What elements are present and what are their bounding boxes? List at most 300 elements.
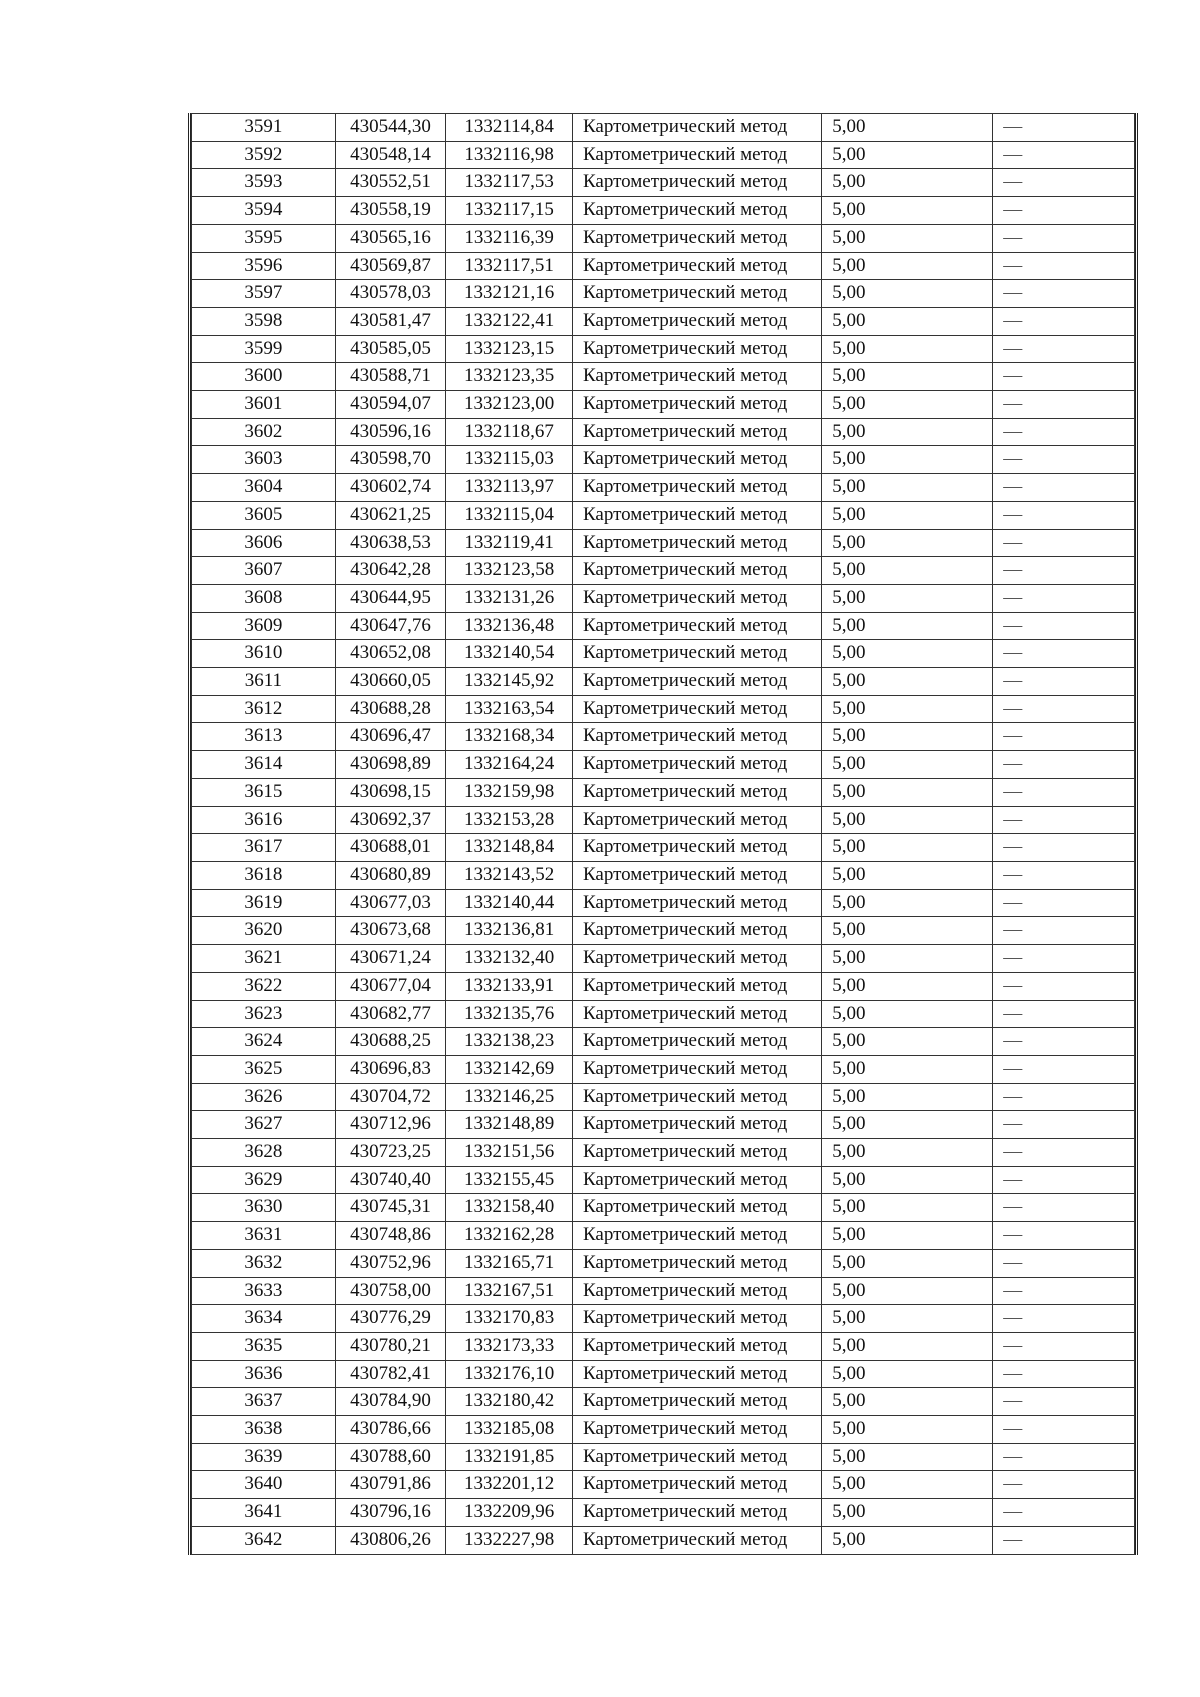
coordinates-table-frame xyxy=(188,113,1138,1555)
table-row xyxy=(192,861,1135,889)
table-row xyxy=(192,1526,1135,1554)
point-number-cell: 3605 xyxy=(192,501,336,529)
accuracy-cell: 5,00 xyxy=(822,224,993,252)
method-cell: Картометрический метод xyxy=(572,584,821,612)
note-cell: — xyxy=(993,335,1135,363)
accuracy-cell: 5,00 xyxy=(822,1000,993,1028)
y-coordinate-cell: 1332117,15 xyxy=(446,197,573,225)
point-number-cell: 3632 xyxy=(192,1249,336,1277)
note-cell: — xyxy=(993,640,1135,668)
note-cell: — xyxy=(993,252,1135,280)
note-cell: — xyxy=(993,806,1135,834)
table-row xyxy=(192,1332,1135,1360)
y-coordinate-cell: 1332115,04 xyxy=(446,501,573,529)
x-coordinate-cell: 430594,07 xyxy=(335,391,446,419)
accuracy-cell: 5,00 xyxy=(822,363,993,391)
point-number-cell: 3598 xyxy=(192,307,336,335)
point-number-cell: 3614 xyxy=(192,751,336,779)
table-row xyxy=(192,252,1135,280)
table-row xyxy=(192,280,1135,308)
y-coordinate-cell: 1332117,53 xyxy=(446,169,573,197)
table-row xyxy=(192,806,1135,834)
x-coordinate-cell: 430791,86 xyxy=(335,1471,446,1499)
method-cell: Картометрический метод xyxy=(572,945,821,973)
table-row xyxy=(192,418,1135,446)
note-cell: — xyxy=(993,917,1135,945)
table-row xyxy=(192,1388,1135,1416)
x-coordinate-cell: 430723,25 xyxy=(335,1139,446,1167)
accuracy-cell: 5,00 xyxy=(822,1332,993,1360)
y-coordinate-cell: 1332138,23 xyxy=(446,1028,573,1056)
x-coordinate-cell: 430644,95 xyxy=(335,584,446,612)
point-number-cell: 3623 xyxy=(192,1000,336,1028)
note-cell: — xyxy=(993,945,1135,973)
method-cell: Картометрический метод xyxy=(572,280,821,308)
x-coordinate-cell: 430642,28 xyxy=(335,557,446,585)
table-row xyxy=(192,668,1135,696)
point-number-cell: 3628 xyxy=(192,1139,336,1167)
point-number-cell: 3642 xyxy=(192,1526,336,1554)
note-cell: — xyxy=(993,834,1135,862)
x-coordinate-cell: 430796,16 xyxy=(335,1499,446,1527)
note-cell: — xyxy=(993,363,1135,391)
point-number-cell: 3606 xyxy=(192,529,336,557)
x-coordinate-cell: 430569,87 xyxy=(335,252,446,280)
method-cell: Картометрический метод xyxy=(572,391,821,419)
method-cell: Картометрический метод xyxy=(572,114,821,142)
accuracy-cell: 5,00 xyxy=(822,169,993,197)
x-coordinate-cell: 430745,31 xyxy=(335,1194,446,1222)
accuracy-cell: 5,00 xyxy=(822,141,993,169)
accuracy-cell: 5,00 xyxy=(822,1360,993,1388)
method-cell: Картометрический метод xyxy=(572,1360,821,1388)
y-coordinate-cell: 1332123,35 xyxy=(446,363,573,391)
point-number-cell: 3616 xyxy=(192,806,336,834)
table-row xyxy=(192,114,1135,142)
note-cell: — xyxy=(993,280,1135,308)
table-row xyxy=(192,141,1135,169)
method-cell: Картометрический метод xyxy=(572,1194,821,1222)
accuracy-cell: 5,00 xyxy=(822,1499,993,1527)
accuracy-cell: 5,00 xyxy=(822,1526,993,1554)
y-coordinate-cell: 1332113,97 xyxy=(446,474,573,502)
y-coordinate-cell: 1332114,84 xyxy=(446,114,573,142)
note-cell: — xyxy=(993,1305,1135,1333)
accuracy-cell: 5,00 xyxy=(822,972,993,1000)
point-number-cell: 3621 xyxy=(192,945,336,973)
table-row xyxy=(192,945,1135,973)
note-cell: — xyxy=(993,1471,1135,1499)
method-cell: Картометрический метод xyxy=(572,1249,821,1277)
table-row xyxy=(192,778,1135,806)
method-cell: Картометрический метод xyxy=(572,1499,821,1527)
y-coordinate-cell: 1332143,52 xyxy=(446,861,573,889)
point-number-cell: 3592 xyxy=(192,141,336,169)
method-cell: Картометрический метод xyxy=(572,529,821,557)
x-coordinate-cell: 430780,21 xyxy=(335,1332,446,1360)
note-cell: — xyxy=(993,1222,1135,1250)
x-coordinate-cell: 430558,19 xyxy=(335,197,446,225)
table-row xyxy=(192,446,1135,474)
note-cell: — xyxy=(993,446,1135,474)
point-number-cell: 3631 xyxy=(192,1222,336,1250)
point-number-cell: 3600 xyxy=(192,363,336,391)
point-number-cell: 3640 xyxy=(192,1471,336,1499)
accuracy-cell: 5,00 xyxy=(822,280,993,308)
method-cell: Картометрический метод xyxy=(572,1388,821,1416)
point-number-cell: 3617 xyxy=(192,834,336,862)
x-coordinate-cell: 430647,76 xyxy=(335,612,446,640)
note-cell: — xyxy=(993,723,1135,751)
point-number-cell: 3636 xyxy=(192,1360,336,1388)
accuracy-cell: 5,00 xyxy=(822,695,993,723)
point-number-cell: 3595 xyxy=(192,224,336,252)
point-number-cell: 3619 xyxy=(192,889,336,917)
y-coordinate-cell: 1332136,81 xyxy=(446,917,573,945)
table-row xyxy=(192,224,1135,252)
note-cell: — xyxy=(993,391,1135,419)
method-cell: Картометрический метод xyxy=(572,1443,821,1471)
method-cell: Картометрический метод xyxy=(572,1111,821,1139)
accuracy-cell: 5,00 xyxy=(822,1166,993,1194)
method-cell: Картометрический метод xyxy=(572,723,821,751)
x-coordinate-cell: 430748,86 xyxy=(335,1222,446,1250)
point-number-cell: 3620 xyxy=(192,917,336,945)
accuracy-cell: 5,00 xyxy=(822,723,993,751)
x-coordinate-cell: 430704,72 xyxy=(335,1083,446,1111)
y-coordinate-cell: 1332123,00 xyxy=(446,391,573,419)
accuracy-cell: 5,00 xyxy=(822,751,993,779)
x-coordinate-cell: 430752,96 xyxy=(335,1249,446,1277)
accuracy-cell: 5,00 xyxy=(822,668,993,696)
accuracy-cell: 5,00 xyxy=(822,197,993,225)
y-coordinate-cell: 1332163,54 xyxy=(446,695,573,723)
note-cell: — xyxy=(993,1277,1135,1305)
x-coordinate-cell: 430698,15 xyxy=(335,778,446,806)
x-coordinate-cell: 430776,29 xyxy=(335,1305,446,1333)
point-number-cell: 3596 xyxy=(192,252,336,280)
coordinates-table xyxy=(191,113,1135,1555)
x-coordinate-cell: 430740,40 xyxy=(335,1166,446,1194)
y-coordinate-cell: 1332116,39 xyxy=(446,224,573,252)
point-number-cell: 3613 xyxy=(192,723,336,751)
accuracy-cell: 5,00 xyxy=(822,1055,993,1083)
x-coordinate-cell: 430598,70 xyxy=(335,446,446,474)
table-row xyxy=(192,751,1135,779)
table-row xyxy=(192,1194,1135,1222)
x-coordinate-cell: 430677,04 xyxy=(335,972,446,1000)
point-number-cell: 3627 xyxy=(192,1111,336,1139)
note-cell: — xyxy=(993,1083,1135,1111)
accuracy-cell: 5,00 xyxy=(822,1028,993,1056)
note-cell: — xyxy=(993,778,1135,806)
point-number-cell: 3638 xyxy=(192,1416,336,1444)
note-cell: — xyxy=(993,1139,1135,1167)
y-coordinate-cell: 1332155,45 xyxy=(446,1166,573,1194)
method-cell: Картометрический метод xyxy=(572,1277,821,1305)
note-cell: — xyxy=(993,474,1135,502)
accuracy-cell: 5,00 xyxy=(822,307,993,335)
table-row xyxy=(192,640,1135,668)
x-coordinate-cell: 430698,89 xyxy=(335,751,446,779)
table-row xyxy=(192,1083,1135,1111)
accuracy-cell: 5,00 xyxy=(822,1249,993,1277)
accuracy-cell: 5,00 xyxy=(822,446,993,474)
note-cell: — xyxy=(993,668,1135,696)
method-cell: Картометрический метод xyxy=(572,501,821,529)
x-coordinate-cell: 430712,96 xyxy=(335,1111,446,1139)
method-cell: Картометрический метод xyxy=(572,224,821,252)
x-coordinate-cell: 430688,01 xyxy=(335,834,446,862)
accuracy-cell: 5,00 xyxy=(822,114,993,142)
table-row xyxy=(192,169,1135,197)
accuracy-cell: 5,00 xyxy=(822,474,993,502)
note-cell: — xyxy=(993,224,1135,252)
x-coordinate-cell: 430688,28 xyxy=(335,695,446,723)
y-coordinate-cell: 1332176,10 xyxy=(446,1360,573,1388)
method-cell: Картометрический метод xyxy=(572,695,821,723)
note-cell: — xyxy=(993,612,1135,640)
point-number-cell: 3602 xyxy=(192,418,336,446)
accuracy-cell: 5,00 xyxy=(822,1443,993,1471)
accuracy-cell: 5,00 xyxy=(822,806,993,834)
note-cell: — xyxy=(993,1443,1135,1471)
table-row xyxy=(192,695,1135,723)
y-coordinate-cell: 1332151,56 xyxy=(446,1139,573,1167)
accuracy-cell: 5,00 xyxy=(822,889,993,917)
accuracy-cell: 5,00 xyxy=(822,1277,993,1305)
note-cell: — xyxy=(993,1028,1135,1056)
point-number-cell: 3629 xyxy=(192,1166,336,1194)
accuracy-cell: 5,00 xyxy=(822,640,993,668)
y-coordinate-cell: 1332140,54 xyxy=(446,640,573,668)
table-row xyxy=(192,501,1135,529)
point-number-cell: 3637 xyxy=(192,1388,336,1416)
y-coordinate-cell: 1332123,58 xyxy=(446,557,573,585)
note-cell: — xyxy=(993,861,1135,889)
y-coordinate-cell: 1332165,71 xyxy=(446,1249,573,1277)
method-cell: Картометрический метод xyxy=(572,806,821,834)
table-row xyxy=(192,1055,1135,1083)
point-number-cell: 3603 xyxy=(192,446,336,474)
table-row xyxy=(192,1139,1135,1167)
x-coordinate-cell: 430696,47 xyxy=(335,723,446,751)
point-number-cell: 3607 xyxy=(192,557,336,585)
x-coordinate-cell: 430677,03 xyxy=(335,889,446,917)
x-coordinate-cell: 430688,25 xyxy=(335,1028,446,1056)
method-cell: Картометрический метод xyxy=(572,252,821,280)
x-coordinate-cell: 430548,14 xyxy=(335,141,446,169)
note-cell: — xyxy=(993,1000,1135,1028)
y-coordinate-cell: 1332140,44 xyxy=(446,889,573,917)
table-row xyxy=(192,529,1135,557)
y-coordinate-cell: 1332123,15 xyxy=(446,335,573,363)
accuracy-cell: 5,00 xyxy=(822,1111,993,1139)
x-coordinate-cell: 430788,60 xyxy=(335,1443,446,1471)
note-cell: — xyxy=(993,307,1135,335)
point-number-cell: 3639 xyxy=(192,1443,336,1471)
note-cell: — xyxy=(993,1249,1135,1277)
x-coordinate-cell: 430578,03 xyxy=(335,280,446,308)
accuracy-cell: 5,00 xyxy=(822,584,993,612)
table-row xyxy=(192,1499,1135,1527)
note-cell: — xyxy=(993,1526,1135,1554)
y-coordinate-cell: 1332227,98 xyxy=(446,1526,573,1554)
x-coordinate-cell: 430652,08 xyxy=(335,640,446,668)
table-row xyxy=(192,1416,1135,1444)
table-row xyxy=(192,363,1135,391)
accuracy-cell: 5,00 xyxy=(822,501,993,529)
method-cell: Картометрический метод xyxy=(572,335,821,363)
accuracy-cell: 5,00 xyxy=(822,1222,993,1250)
point-number-cell: 3626 xyxy=(192,1083,336,1111)
point-number-cell: 3610 xyxy=(192,640,336,668)
x-coordinate-cell: 430596,16 xyxy=(335,418,446,446)
y-coordinate-cell: 1332158,40 xyxy=(446,1194,573,1222)
point-number-cell: 3634 xyxy=(192,1305,336,1333)
y-coordinate-cell: 1332170,83 xyxy=(446,1305,573,1333)
x-coordinate-cell: 430782,41 xyxy=(335,1360,446,1388)
method-cell: Картометрический метод xyxy=(572,1028,821,1056)
method-cell: Картометрический метод xyxy=(572,446,821,474)
y-coordinate-cell: 1332173,33 xyxy=(446,1332,573,1360)
x-coordinate-cell: 430784,90 xyxy=(335,1388,446,1416)
x-coordinate-cell: 430552,51 xyxy=(335,169,446,197)
note-cell: — xyxy=(993,889,1135,917)
method-cell: Картометрический метод xyxy=(572,557,821,585)
y-coordinate-cell: 1332191,85 xyxy=(446,1443,573,1471)
point-number-cell: 3594 xyxy=(192,197,336,225)
y-coordinate-cell: 1332153,28 xyxy=(446,806,573,834)
table-row xyxy=(192,197,1135,225)
note-cell: — xyxy=(993,1194,1135,1222)
x-coordinate-cell: 430673,68 xyxy=(335,917,446,945)
method-cell: Картометрический метод xyxy=(572,418,821,446)
x-coordinate-cell: 430806,26 xyxy=(335,1526,446,1554)
method-cell: Картометрический метод xyxy=(572,889,821,917)
accuracy-cell: 5,00 xyxy=(822,391,993,419)
note-cell: — xyxy=(993,695,1135,723)
accuracy-cell: 5,00 xyxy=(822,1416,993,1444)
x-coordinate-cell: 430638,53 xyxy=(335,529,446,557)
y-coordinate-cell: 1332146,25 xyxy=(446,1083,573,1111)
table-row xyxy=(192,723,1135,751)
point-number-cell: 3601 xyxy=(192,391,336,419)
method-cell: Картометрический метод xyxy=(572,363,821,391)
note-cell: — xyxy=(993,197,1135,225)
table-row xyxy=(192,834,1135,862)
y-coordinate-cell: 1332148,84 xyxy=(446,834,573,862)
table-row xyxy=(192,1360,1135,1388)
point-number-cell: 3591 xyxy=(192,114,336,142)
accuracy-cell: 5,00 xyxy=(822,834,993,862)
note-cell: — xyxy=(993,1111,1135,1139)
x-coordinate-cell: 430696,83 xyxy=(335,1055,446,1083)
table-row xyxy=(192,557,1135,585)
y-coordinate-cell: 1332132,40 xyxy=(446,945,573,973)
y-coordinate-cell: 1332168,34 xyxy=(446,723,573,751)
accuracy-cell: 5,00 xyxy=(822,529,993,557)
note-cell: — xyxy=(993,751,1135,779)
x-coordinate-cell: 430588,71 xyxy=(335,363,446,391)
table-row xyxy=(192,474,1135,502)
point-number-cell: 3624 xyxy=(192,1028,336,1056)
accuracy-cell: 5,00 xyxy=(822,778,993,806)
table-row xyxy=(192,307,1135,335)
method-cell: Картометрический метод xyxy=(572,1305,821,1333)
y-coordinate-cell: 1332201,12 xyxy=(446,1471,573,1499)
table-row xyxy=(192,1000,1135,1028)
note-cell: — xyxy=(993,141,1135,169)
table-row xyxy=(192,1222,1135,1250)
method-cell: Картометрический метод xyxy=(572,169,821,197)
method-cell: Картометрический метод xyxy=(572,1139,821,1167)
accuracy-cell: 5,00 xyxy=(822,1471,993,1499)
method-cell: Картометрический метод xyxy=(572,668,821,696)
table-row xyxy=(192,1443,1135,1471)
y-coordinate-cell: 1332117,51 xyxy=(446,252,573,280)
table-row xyxy=(192,1471,1135,1499)
note-cell: — xyxy=(993,1055,1135,1083)
table-row xyxy=(192,1305,1135,1333)
note-cell: — xyxy=(993,972,1135,1000)
note-cell: — xyxy=(993,1332,1135,1360)
y-coordinate-cell: 1332167,51 xyxy=(446,1277,573,1305)
y-coordinate-cell: 1332142,69 xyxy=(446,1055,573,1083)
table-row xyxy=(192,917,1135,945)
accuracy-cell: 5,00 xyxy=(822,1083,993,1111)
table-row xyxy=(192,1277,1135,1305)
point-number-cell: 3630 xyxy=(192,1194,336,1222)
point-number-cell: 3609 xyxy=(192,612,336,640)
y-coordinate-cell: 1332119,41 xyxy=(446,529,573,557)
accuracy-cell: 5,00 xyxy=(822,1139,993,1167)
x-coordinate-cell: 430621,25 xyxy=(335,501,446,529)
point-number-cell: 3608 xyxy=(192,584,336,612)
note-cell: — xyxy=(993,1388,1135,1416)
method-cell: Картометрический метод xyxy=(572,972,821,1000)
accuracy-cell: 5,00 xyxy=(822,917,993,945)
point-number-cell: 3593 xyxy=(192,169,336,197)
method-cell: Картометрический метод xyxy=(572,1000,821,1028)
method-cell: Картометрический метод xyxy=(572,1055,821,1083)
point-number-cell: 3612 xyxy=(192,695,336,723)
note-cell: — xyxy=(993,584,1135,612)
table-row xyxy=(192,1249,1135,1277)
accuracy-cell: 5,00 xyxy=(822,1388,993,1416)
table-row xyxy=(192,1028,1135,1056)
point-number-cell: 3622 xyxy=(192,972,336,1000)
y-coordinate-cell: 1332116,98 xyxy=(446,141,573,169)
y-coordinate-cell: 1332131,26 xyxy=(446,584,573,612)
method-cell: Картометрический метод xyxy=(572,1083,821,1111)
table-row xyxy=(192,584,1135,612)
method-cell: Картометрический метод xyxy=(572,307,821,335)
note-cell: — xyxy=(993,501,1135,529)
point-number-cell: 3625 xyxy=(192,1055,336,1083)
x-coordinate-cell: 430602,74 xyxy=(335,474,446,502)
note-cell: — xyxy=(993,529,1135,557)
y-coordinate-cell: 1332133,91 xyxy=(446,972,573,1000)
x-coordinate-cell: 430660,05 xyxy=(335,668,446,696)
accuracy-cell: 5,00 xyxy=(822,945,993,973)
point-number-cell: 3597 xyxy=(192,280,336,308)
x-coordinate-cell: 430544,30 xyxy=(335,114,446,142)
y-coordinate-cell: 1332209,96 xyxy=(446,1499,573,1527)
y-coordinate-cell: 1332118,67 xyxy=(446,418,573,446)
method-cell: Картометрический метод xyxy=(572,612,821,640)
note-cell: — xyxy=(993,1360,1135,1388)
